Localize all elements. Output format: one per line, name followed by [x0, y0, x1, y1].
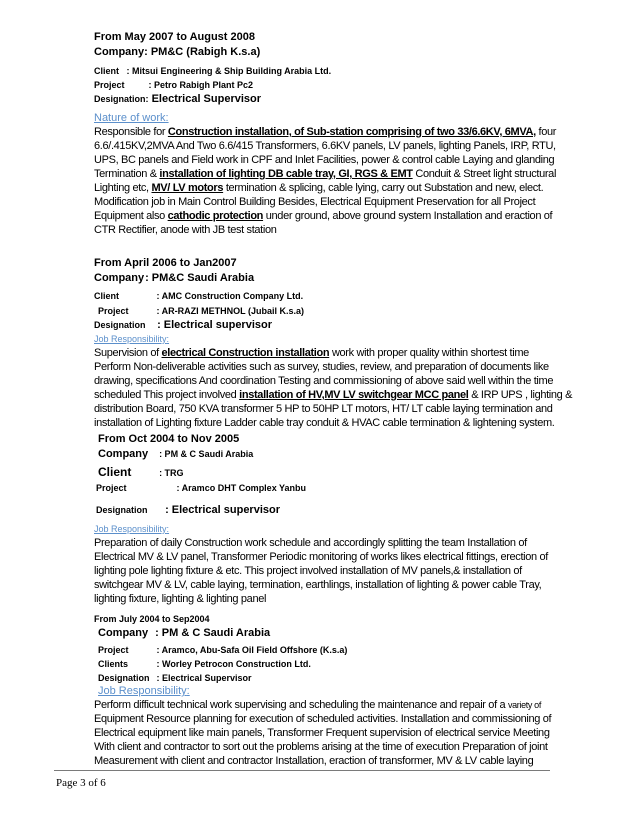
designation-value: : Electrical supervisor: [165, 504, 281, 516]
body-text: lighting fixture, lighting & lighting panel: [94, 593, 267, 605]
paragraph-line: [94, 592, 594, 606]
body-text: Modification job in Main Control Building Besides, Electrical Equipment Preservation for all Project: [94, 196, 536, 208]
emphasis-text: cathodic protection: [167, 210, 264, 222]
paragraph-line: [94, 346, 594, 360]
project-row: [94, 643, 594, 657]
page-number: Page 3 of 6: [56, 777, 106, 789]
responsibility-paragraph: [94, 536, 594, 606]
paragraph-line: [94, 181, 594, 195]
section-may-2007: [94, 30, 594, 237]
designation-label: Designation: [94, 320, 146, 330]
body-text: Conduit & Street light structural: [412, 168, 557, 180]
project-value: : Petro Rabigh Plant Pc2: [148, 80, 254, 90]
paragraph-line: [94, 139, 594, 153]
paragraph-line: [94, 125, 594, 139]
client-label: Client: [94, 291, 120, 301]
project-row: [94, 304, 594, 318]
paragraph-line: [94, 209, 594, 223]
body-text: four: [535, 126, 557, 138]
project-value: : AR-RAZI METHNOL (Jubail K.s.a): [156, 306, 305, 316]
responsibility-paragraph: [94, 125, 594, 237]
company-row: [94, 626, 594, 640]
body-text: drawing, specifications And coordination Testing and commissioning of above said well within the time: [94, 375, 554, 387]
emphasis-text: installation of HV,MV LV switchgear MCC panel: [239, 389, 469, 401]
designation-row: [94, 503, 594, 517]
paragraph-line: [94, 550, 594, 564]
emphasis-text: MV/ LV motors: [151, 182, 224, 194]
paragraph-line: [94, 712, 594, 726]
project-label: Project: [94, 80, 125, 90]
project-label: Project: [98, 306, 129, 316]
clients-value: : Worley Petrocon Construction Ltd.: [156, 659, 311, 669]
client-value: : AMC Construction Company Ltd.: [156, 291, 304, 301]
body-text: Equipment Resource planning for execution of scheduled activities. Installation and commissioning of: [94, 713, 552, 725]
paragraph-line: [94, 360, 594, 374]
designation-value: : Electrical supervisor: [157, 319, 273, 331]
body-text: 6.6/.415KV,2MVA And Two 6.6/415 Transformers, 6.6KV panels, LV panels, lighting Panels, IRP, RTU,: [94, 140, 556, 152]
project-value: : Aramco DHT Complex Yanbu: [176, 483, 307, 493]
paragraph-line: [94, 578, 594, 592]
body-text: Responsible for: [94, 126, 168, 138]
paragraph-line: [94, 167, 594, 181]
paragraph-line: [94, 698, 594, 712]
body-text: Equipment also: [94, 210, 168, 222]
client-value: : TRG: [159, 468, 184, 478]
nature-of-work-subheading: Nature of work:: [94, 112, 169, 124]
paragraph-line: [94, 374, 594, 388]
paragraph-line: [94, 153, 594, 167]
body-text: Electrical MV & LV panel, Transformer Periodic monitoring of works likes electrical fittings, erection of: [94, 551, 548, 563]
period-heading: From April 2006 to Jan2007: [94, 257, 237, 269]
body-text: installation of Lighting fixture Ladder cable tray conduit & HVAC cable termination & lightening system.: [94, 417, 555, 429]
body-text: under ground, above ground system Installation and eraction of: [263, 210, 553, 222]
designation-value: : Electrical Supervisor: [156, 673, 252, 683]
body-text: Termination &: [94, 168, 160, 180]
paragraph-line: [94, 726, 594, 740]
designation-value: Electrical Supervisor: [151, 93, 262, 105]
body-text: Preparation of daily Construction work schedule and accordingly splitting the team Installation of: [94, 537, 527, 549]
client-row: [94, 289, 594, 303]
body-text: Supervision of: [94, 347, 162, 359]
period-heading: From May 2007 to August 2008: [94, 31, 255, 43]
responsibility-paragraph: [94, 346, 594, 430]
company-value: : PM&C Saudi Arabia: [145, 272, 255, 284]
project-label: Project: [96, 483, 127, 493]
job-responsibility-subheading: Job Responsibility:: [98, 685, 190, 697]
company-label: Company: [98, 627, 149, 639]
body-text: Electrical equipment like main panels, Transformer Frequent supervision of electrical service Meeting: [94, 727, 550, 739]
body-text: Perform Non-deliverable activities such as survey, studies, review, and preparation of documents like: [94, 361, 549, 373]
client-label: Client: [98, 465, 132, 479]
company-row: [94, 271, 594, 285]
body-text: termination & splicing, cable lying, carry out Substation and new, elect.: [223, 182, 544, 194]
paragraph-line: [94, 223, 594, 237]
company-label: Company: [94, 272, 145, 284]
project-value: : Aramco, Abu-Safa Oil Field Offshore (K.s.a): [156, 645, 348, 655]
paragraph-line: [94, 388, 594, 402]
emphasis-text: installation of lighting DB cable tray, GI, RGS & EMT: [159, 168, 413, 180]
body-text: scheduled This project involved: [94, 389, 240, 401]
paragraph-line: [94, 536, 594, 550]
body-text: work with proper quality within shortest time: [329, 347, 529, 359]
body-text: & IRP UPS , lighting &: [468, 389, 573, 401]
job-responsibility-subheading: Job Responsibility:: [94, 334, 170, 344]
emphasis-text: Construction installation, of Sub-station comprising of two 33/6.6KV, 6MVA,: [167, 126, 536, 138]
section-oct-2004: [94, 432, 594, 606]
designation-row: [94, 671, 594, 685]
clients-label: Clients: [98, 659, 129, 669]
client-row: [94, 465, 594, 480]
company-value: : PM & C Saudi Arabia: [159, 449, 254, 459]
body-text: distribution Board, 750 KVA transformer 5 HP to 50HP LT motors, HT/ LT cable laying termination and: [94, 403, 553, 415]
designation-row: [94, 318, 594, 332]
body-text: switchgear MV & LV, cable laying, termination, earthlings, installation of lighting & power cable Tray,: [94, 579, 542, 591]
client-value: : Mitsui Engineering & Ship Building Arabia Ltd.: [126, 66, 332, 76]
project-label: Project: [98, 645, 129, 655]
designation-label: Designation: [98, 673, 150, 683]
project-row: [94, 481, 594, 495]
client-row: [94, 64, 594, 78]
company-value: : PM & C Saudi Arabia: [155, 627, 271, 639]
designation-label: Designation: [96, 505, 148, 515]
body-text: Perform difficult technical work supervising and scheduling the maintenance and repair of a: [94, 699, 508, 711]
client-label: Client: [94, 66, 120, 76]
emphasis-text: electrical Construction installation: [161, 347, 330, 359]
body-text: CTR Rectifier, anode with JB test station: [94, 224, 277, 236]
body-text: lighting pole lighting fixture & etc. This project involved installation of MV panels,& installation of: [94, 565, 522, 577]
designation-label: Designation:: [94, 94, 149, 104]
paragraph-line: [94, 195, 594, 209]
company-heading: Company: PM&C (Rabigh K.s.a): [94, 46, 261, 58]
paragraph-line: [94, 564, 594, 578]
body-text: UPS, BC panels and Field work in CPF and Inlet Facilities, power & control cable Laying and glanding: [94, 154, 555, 166]
period-heading: From Oct 2004 to Nov 2005: [98, 433, 240, 445]
project-row: [94, 78, 594, 92]
clients-row: [94, 657, 594, 671]
body-text: Measurement with client and contractor Installation, eraction of transformer, MV & LV cable laying: [94, 755, 534, 767]
paragraph-line: [94, 754, 594, 768]
body-text: With client and contractor to sort out the problems arising at the time of execution Preparation of joint: [94, 741, 548, 753]
paragraph-line: [94, 740, 594, 754]
job-responsibility-subheading: Job Responsibility:: [94, 524, 170, 534]
company-row: [94, 447, 594, 461]
emphasis-text: variety of: [507, 700, 541, 710]
designation-row: [94, 92, 594, 106]
footer-divider: [54, 770, 550, 771]
responsibility-paragraph: [94, 698, 594, 768]
body-text: Lighting etc,: [94, 182, 152, 194]
section-april-2006: [94, 256, 594, 430]
period-heading: From July 2004 to Sep2004: [94, 614, 210, 624]
company-label: Company: [98, 448, 149, 460]
section-july-2004: [94, 612, 594, 768]
paragraph-line: [94, 416, 594, 430]
paragraph-line: [94, 402, 594, 416]
